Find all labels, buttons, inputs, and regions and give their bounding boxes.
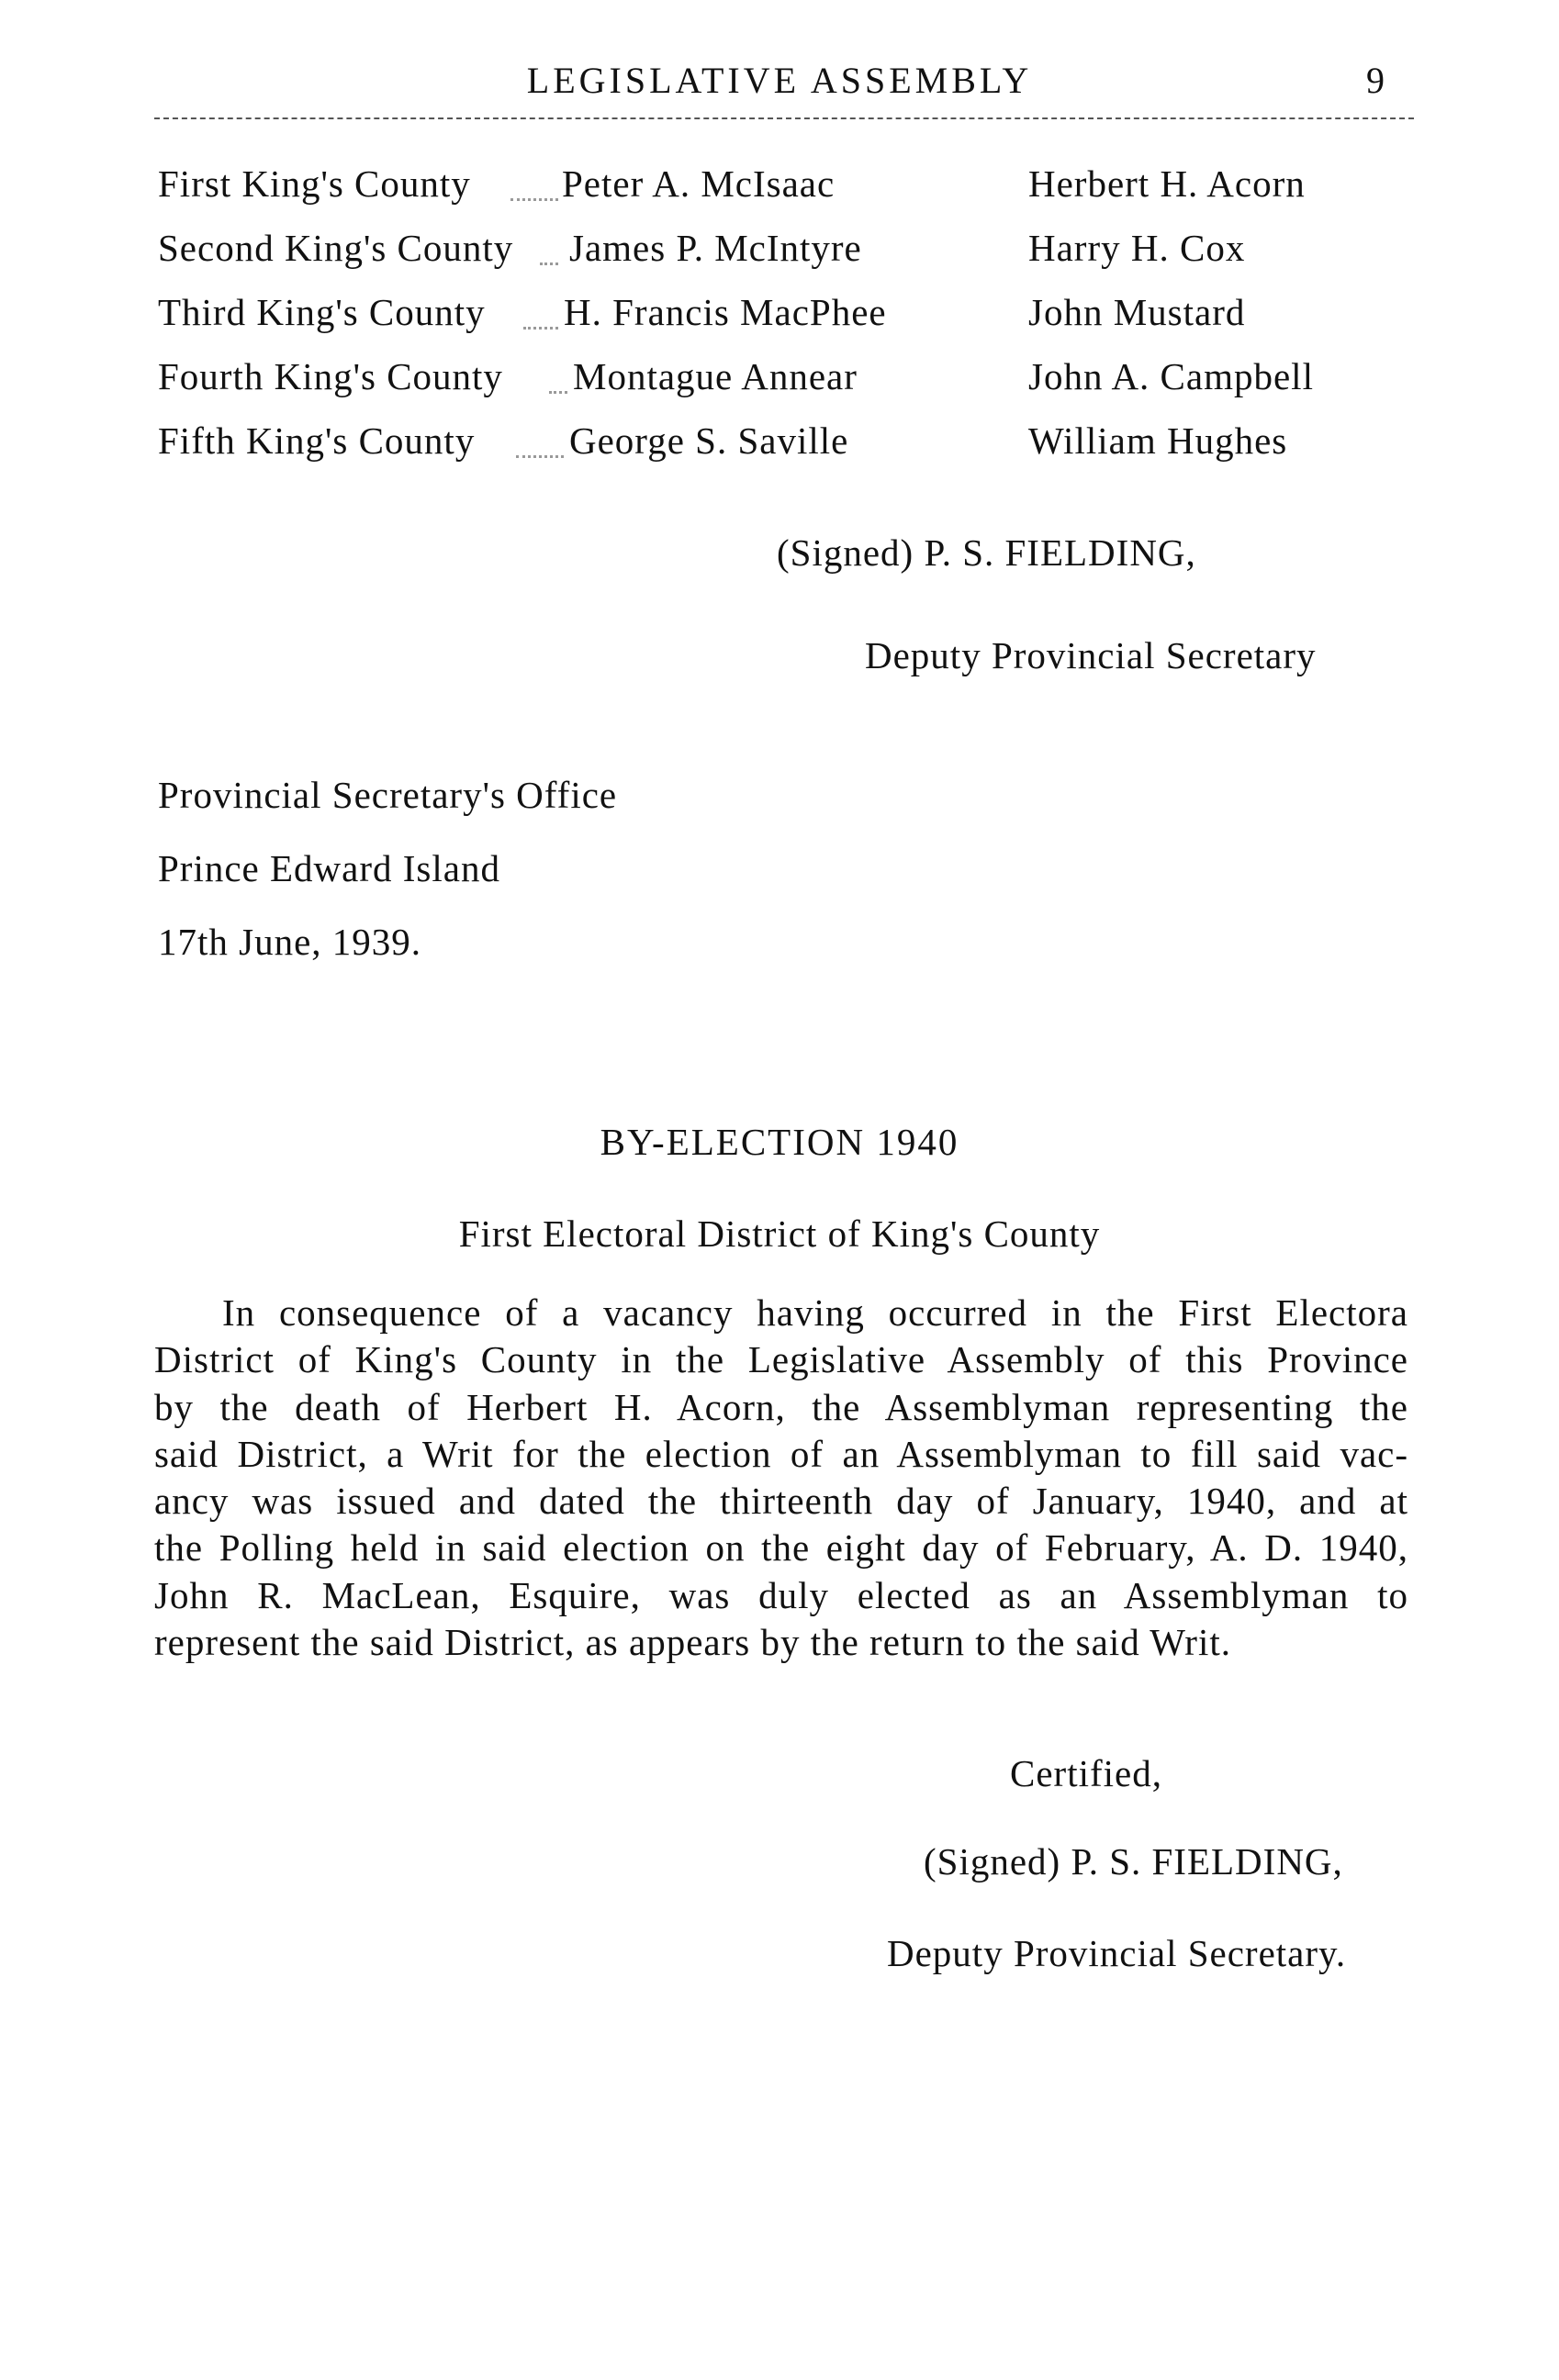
member-new-name: Herbert H. Acorn [1028, 162, 1306, 205]
member-new-name: Harry H. Cox [1028, 227, 1246, 269]
signature-title: Deputy Provincial Secretary [865, 634, 1317, 676]
paragraph-line: represent the said District, as appears by the return to the said Writ. [154, 1621, 1231, 1664]
signature-title: Deputy Provincial Secretary. [887, 1932, 1347, 1974]
member-name: H. Francis MacPhee [564, 291, 887, 333]
member-name: Montague Annear [573, 355, 858, 397]
header-rule [154, 117, 1414, 119]
office-date: 17th June, 1939. [158, 921, 422, 963]
member-name: Peter A. McIsaac [562, 162, 836, 205]
dot-leader [540, 255, 560, 272]
member-new-name: John Mustard [1028, 291, 1246, 333]
paragraph-line: District of King's County in the Legislative Assembly of this Province [154, 1338, 1408, 1381]
county-name: Fourth King's County [158, 355, 503, 397]
county-name: Third King's County [158, 291, 486, 333]
dot-leader [516, 448, 566, 464]
county-name: Fifth King's County [158, 419, 476, 462]
certified-label: Certified, [1010, 1752, 1162, 1794]
member-new-name: John A. Campbell [1028, 355, 1314, 397]
paragraph-line: John R. MacLean, Esquire, was duly elected as an Assemblyman to [154, 1573, 1408, 1616]
section-heading: BY-ELECTION 1940 [600, 1121, 959, 1163]
signature-signed: (Signed) P. S. FIELDING, [924, 1840, 1343, 1883]
member-new-name: William Hughes [1028, 419, 1288, 462]
dot-leader [510, 191, 558, 207]
county-name: Second King's County [158, 227, 514, 269]
section-subheading: First Electoral District of King's County [458, 1212, 1101, 1255]
paragraph-line: ancy was issued and dated the thirteenth day of January, 1940, and at [154, 1480, 1408, 1523]
office-location: Prince Edward Island [158, 847, 500, 889]
paragraph-line: In consequence of a vacancy having occurred in the First Electora [222, 1291, 1408, 1334]
paragraph-line: the Polling held in said election on the eight day of February, A. D. 1940, [154, 1526, 1408, 1570]
by-election-paragraph [154, 1290, 1408, 1666]
paragraph-line: by the death of Herbert H. Acorn, the Assemblyman representing the [154, 1385, 1408, 1428]
paragraph-line: said District, a Writ for the election of an Assemblyman to fill said vac- [154, 1432, 1408, 1475]
signature-signed: (Signed) P. S. FIELDING, [777, 531, 1196, 574]
page-header-title: LEGISLATIVE ASSEMBLY [526, 60, 1033, 101]
dot-leader [523, 319, 560, 336]
member-name: George S. Saville [569, 419, 849, 462]
office-line: Provincial Secretary's Office [158, 774, 618, 816]
dot-leader [549, 384, 569, 400]
member-name: James P. McIntyre [569, 227, 862, 269]
county-name: First King's County [158, 162, 471, 205]
page-number: 9 [1366, 60, 1385, 101]
